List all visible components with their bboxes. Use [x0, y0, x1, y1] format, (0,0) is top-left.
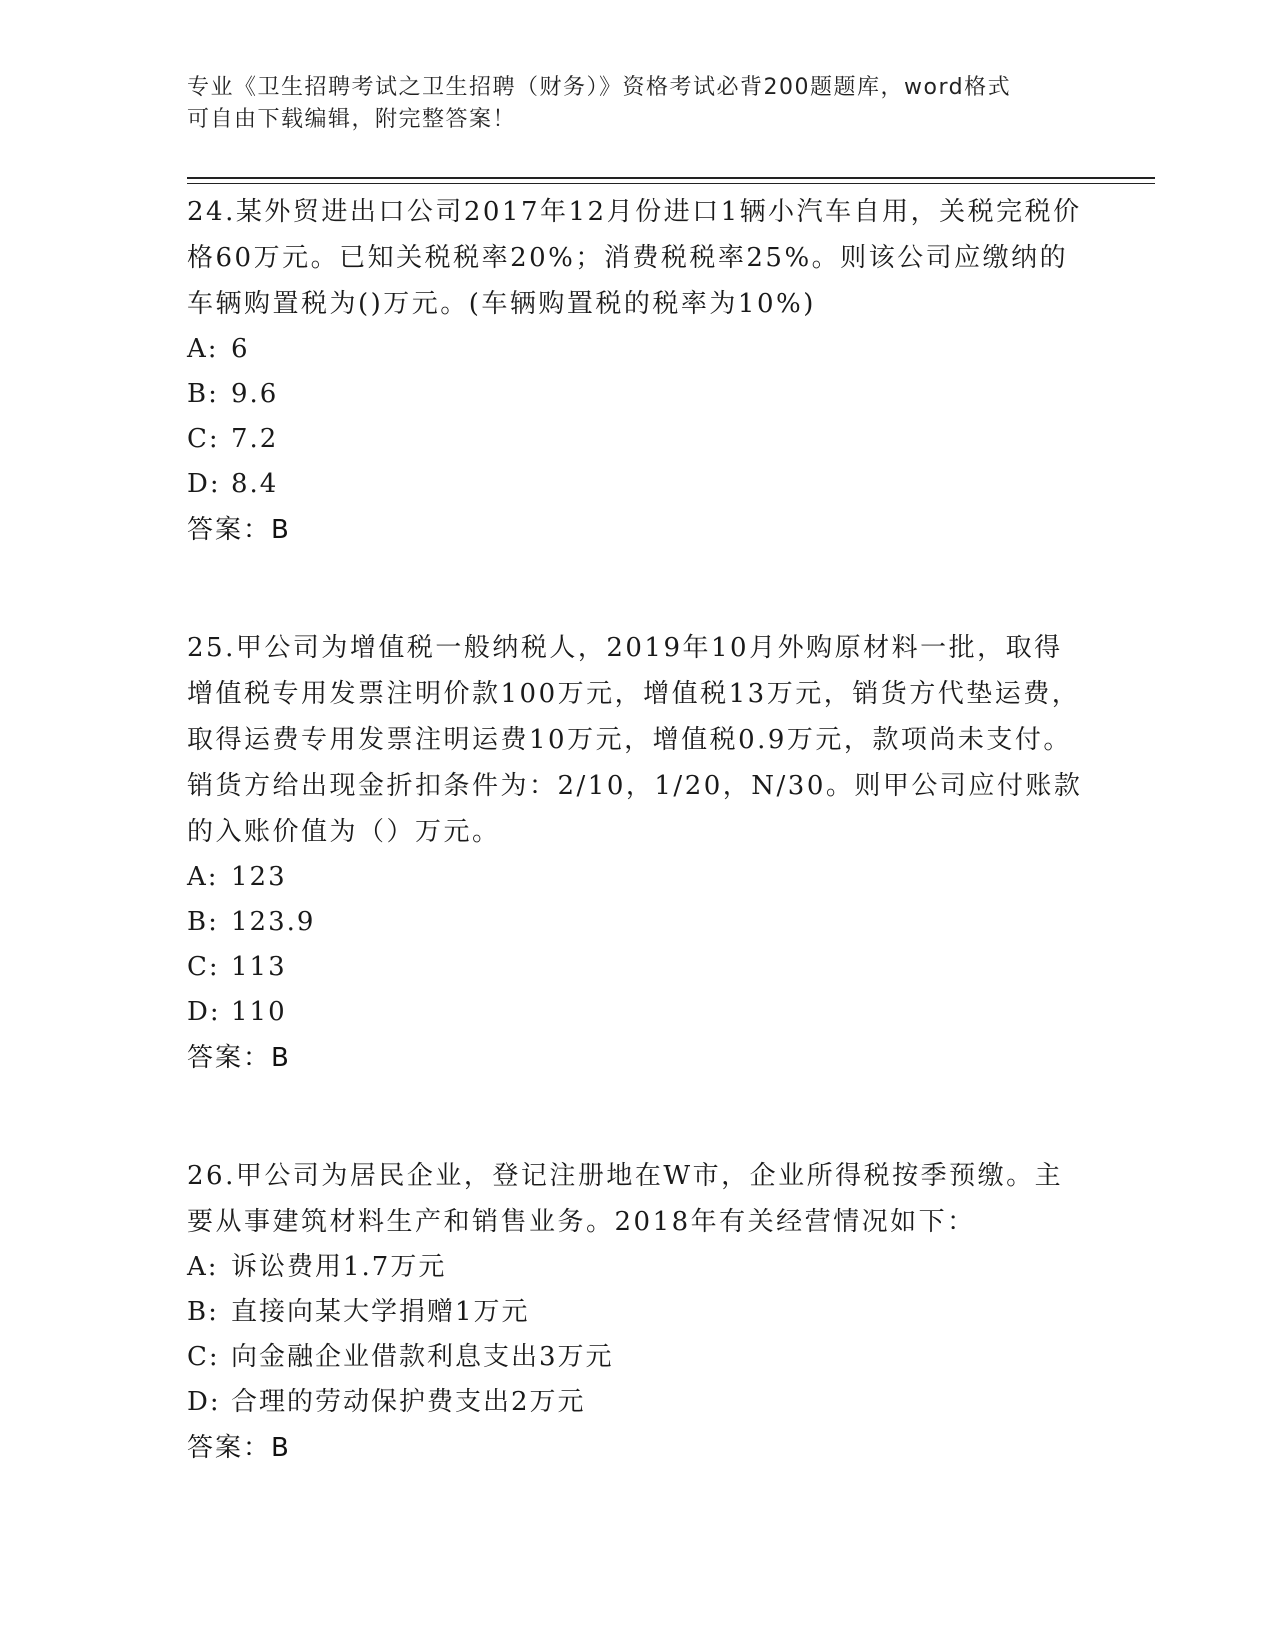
option-letter: D:: [187, 469, 221, 499]
option-letter: B:: [187, 1297, 219, 1327]
option-text: 直接向某大学捐赠1万元: [231, 1297, 530, 1327]
question-stem: 25.甲公司为增值税一般纳税人，2019年10月外购原材料一批，取得增值税专用发票注明价款100万元，增值税13万元，销货方代垫运费，取得运费专用发票注明运费10万元，增值税0.9万元，款项尚未支付。销货方给出现金折扣条件为：2/10，1/20，N/30。则甲公司应付账款的入账价值为（）万元。: [187, 633, 1083, 847]
document-header: [187, 72, 1067, 136]
option-text: 8.4: [231, 469, 279, 499]
option-d: [187, 990, 1087, 1035]
option-text: 合理的劳动保护费支出2万元: [231, 1387, 586, 1417]
answer-line: 答案：B: [187, 1043, 291, 1073]
question-stem: 26.甲公司为居民企业，登记注册地在W市，企业所得税按季预缴。主要从事建筑材料生产和销售业务。2018年有关经营情况如下：: [187, 1161, 1064, 1237]
header-divider-thin: [187, 183, 1155, 184]
option-b: [187, 372, 1087, 417]
option-text: 123.9: [231, 907, 316, 937]
option-letter: A:: [187, 334, 219, 364]
option-letter: A:: [187, 862, 219, 892]
option-c: [187, 1335, 1087, 1380]
answer-line: 答案：B: [187, 515, 291, 545]
option-letter: C:: [187, 424, 220, 454]
header-divider-thick: [187, 177, 1155, 179]
question-list: [187, 189, 1087, 1543]
option-list: [187, 1245, 1087, 1425]
option-text: 9.6: [231, 379, 279, 409]
option-b: [187, 1290, 1087, 1335]
option-list: [187, 327, 1087, 507]
option-text: 向金融企业借款利息支出3万元: [231, 1342, 614, 1372]
option-text: 113: [231, 952, 287, 982]
option-d: [187, 462, 1087, 507]
question-24: [187, 189, 1087, 553]
question-25: [187, 625, 1087, 1081]
header-line-2: 可自由下载编辑，附完整答案！: [187, 107, 517, 132]
option-letter: C:: [187, 1342, 220, 1372]
option-letter: D:: [187, 997, 221, 1027]
option-list: [187, 855, 1087, 1035]
option-text: 110: [231, 997, 287, 1027]
option-c: [187, 417, 1087, 462]
option-text: 诉讼费用1.7万元: [231, 1252, 447, 1282]
option-text: 6: [231, 334, 250, 364]
option-letter: B:: [187, 907, 219, 937]
option-text: 7.2: [231, 424, 279, 454]
question-26: [187, 1153, 1087, 1471]
option-a: [187, 855, 1087, 900]
header-line-1: 专业《卫生招聘考试之卫生招聘（财务）》资格考试必背200题题库，word格式: [187, 75, 1012, 100]
option-letter: B:: [187, 379, 219, 409]
option-b: [187, 900, 1087, 945]
option-a: [187, 1245, 1087, 1290]
option-letter: A:: [187, 1252, 219, 1282]
option-c: [187, 945, 1087, 990]
option-letter: D:: [187, 1387, 221, 1417]
question-stem: 24.某外贸进出口公司2017年12月份进口1辆小汽车自用，关税完税价格60万元。已知关税税率20%；消费税税率25%。则该公司应缴纳的车辆购置税为()万元。(车辆购置税的税率为10%): [187, 197, 1082, 319]
option-a: [187, 327, 1087, 372]
option-d: [187, 1380, 1087, 1425]
option-text: 123: [231, 862, 287, 892]
option-letter: C:: [187, 952, 220, 982]
answer-line: 答案：B: [187, 1433, 291, 1463]
